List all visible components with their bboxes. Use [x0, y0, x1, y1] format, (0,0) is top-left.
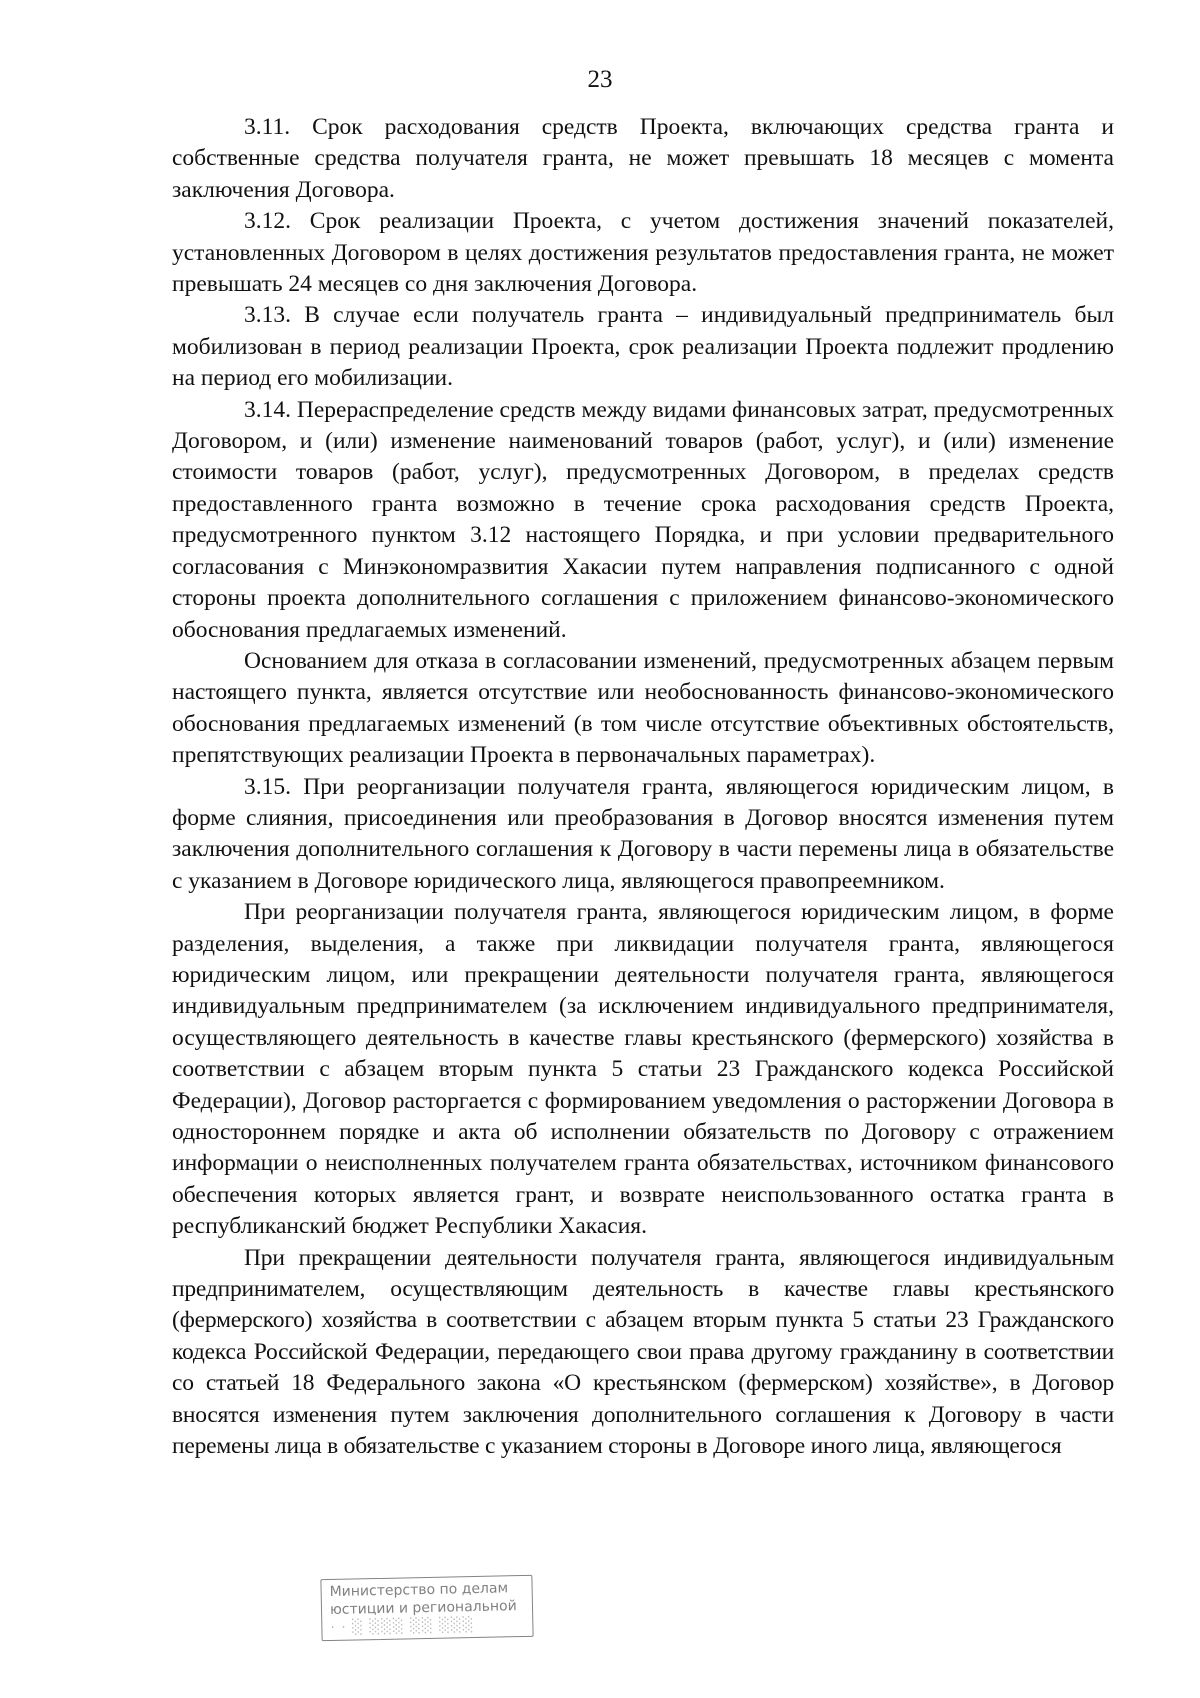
- stamp-line-1: Министерство по делам: [329, 1580, 509, 1601]
- registration-stamp: [320, 1575, 533, 1641]
- page-number: 23: [587, 66, 613, 93]
- paragraph-3-14-refusal-grounds: Основанием для отказа в согласовании изменений, предусмотренных абзацем первым настоящего пункта, является отсутствие или необоснованность финансово-экономического обоснования предлагаемых изменений (в том числе отсутствие объективных обстоятельств, препятствующих реализации Проекта в первоначальных параметрах).: [172, 647, 1114, 769]
- paragraph-3-12: 3.12. Срок реализации Проекта, с учетом достижения значений показателей, установленных Договором в целях достижения результатов предоставления гранта, не может превышать 24 месяцев со дня заключения Договора.: [172, 208, 1114, 298]
- paragraph-3-11: 3.11. Срок расходования средств Проекта, включающих средства гранта и собственные средства получателя гранта, не может превышать 18 месяцев с момента заключения Договора.: [172, 114, 1114, 203]
- paragraph-3-14: 3.14. Перераспределение средств между видами финансовых затрат, предусмотренных Договором, и (или) изменение наименований товаров (работ, услуг), и (или) изменение стоимости товаров (работ, услуг), предусмотренных Договором, в пределах средств предоставленного гранта возможно в течение срока расходования средств Проекта, предусмотренного пунктом 3.12 настоящего Порядка, и при условии предварительного согласования с Минэкономразвития Хакасии путем направления подписанного с одной стороны проекта дополнительного соглашения с приложением финансово-экономического обоснования предлагаемых изменений.: [172, 396, 1114, 643]
- paragraph-3-15-farm-termination: При прекращении деятельности получателя гранта, являющегося индивидуальным предпринимателем, осуществляющим деятельность в качестве главы крестьянского (фермерского) хозяйства в соответствии с абзацем вторым пункта 5 статьи 23 Гражданского кодекса Российской Федерации, передающего свои права другому гражданину в соответствии со статьей 18 Федерального закона «О крестьянском (фермерском) хозяйстве», в Договор вносятся изменения путем заключения дополнительного соглашения к Договору в части перемены лица в обязательстве с указанием стороны в Договоре иного лица, являющегося: [172, 1244, 1114, 1460]
- stamp-line-2: юстиции и региональной: [329, 1598, 517, 1619]
- document-body: [172, 112, 1114, 1462]
- stamp-illegible-line: · · ░ ░░░ ░░ ░░░: [330, 1617, 475, 1637]
- paragraph-3-15-reorganization: При реорганизации получателя гранта, являющегося юридическим лицом, в форме разделения, выделения, а также при ликвидации получателя гранта, являющегося юридическим лицом, или прекращении деятельности получателя гранта, являющегося индивидуальным предпринимателем (за исключением индивидуального предпринимателя, осуществляющего деятельность в качестве главы крестьянского (фермерского) хозяйства в соответствии с абзацем вторым пункта 5 статьи 23 Гражданского кодекса Российской Федерации), Договор расторгается с формированием уведомления о расторжении Договора в одностороннем порядке и акта об исполнении обязательств по Договору с отражением информации о неисполненных получателем гранта обязательствах, источником финансового обеспечения которых является грант, и возврате неиспользованного остатка гранта в республиканский бюджет Республики Хакасия.: [172, 899, 1114, 1240]
- paragraph-3-13: 3.13. В случае если получатель гранта – индивидуальный предприниматель был мобилизован в период реализации Проекта, срок реализации Проекта подлежит продлению на период его мобилизации.: [172, 302, 1114, 392]
- paragraph-3-15: 3.15. При реорганизации получателя гранта, являющегося юридическим лицом, в форме слияния, присоединения или преобразования в Договор вносятся изменения путем заключения дополнительного соглашения к Договору в части перемены лица в обязательстве с указанием в Договоре юридического лица, являющегося правопреемником.: [172, 773, 1114, 894]
